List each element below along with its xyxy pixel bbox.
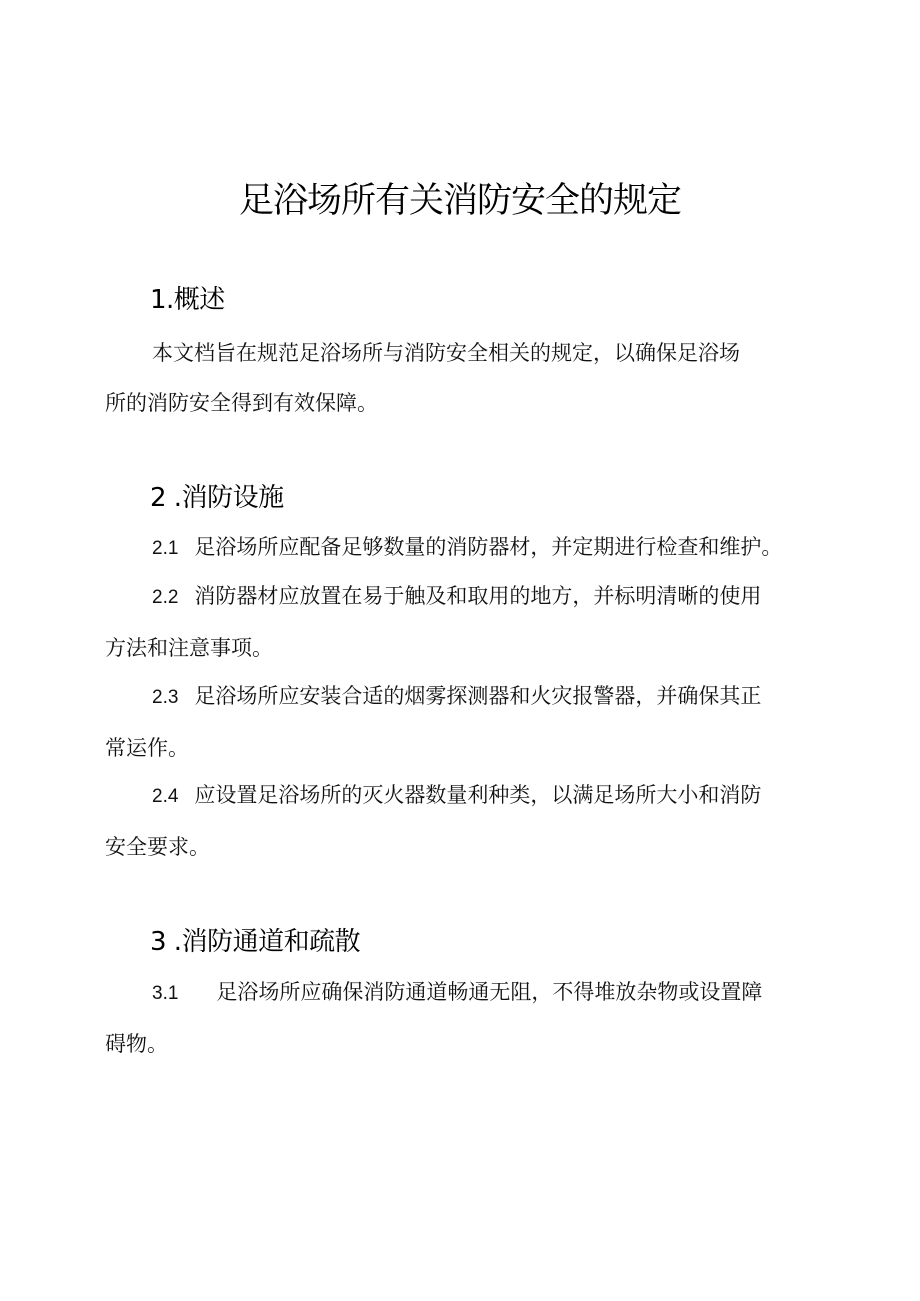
clause-2-3 (105, 671, 825, 773)
section-heading-evacuation: 3 .消防通道和疏散 (150, 927, 361, 957)
clause-number: 2.4 (152, 786, 179, 807)
clause-text: 应设置足浴场所的灭火器数量利种类，以满足场所大小和消防 (194, 783, 762, 807)
clause-3-1 (105, 967, 825, 1069)
section-heading-overview: 1.概述 (150, 285, 225, 315)
document-title: 足浴场所有关消防安全的规定 (238, 181, 681, 221)
paragraph-overview (105, 328, 825, 428)
clause-text: 足浴场所应安装合适的烟雾探测器和火灾报警器，并确保其正 (194, 684, 762, 708)
paragraph-line: 碍物。 (105, 1032, 168, 1056)
clause-number: 2.3 (152, 687, 179, 708)
clause-number: 3.1 (152, 983, 179, 1004)
paragraph-line: 常运作。 (105, 736, 189, 760)
paragraph-line (105, 522, 825, 574)
paragraph-line (105, 967, 825, 1019)
clause-text: 消防器材应放置在易于触及和取用的地方，并标明清晰的使用 (194, 584, 762, 608)
paragraph-line (105, 671, 825, 723)
clause-2-4 (105, 770, 825, 872)
paragraph-line: 所的消防安全得到有效保障。 (105, 391, 378, 415)
paragraph-line: 本文档旨在规范足浴场所与消防安全相关的规定，以确保足浴场 (152, 341, 740, 365)
paragraph-line: 方法和注意事项。 (105, 636, 273, 660)
clause-text: 足浴场所应确保消防通道畅通无阻，不得堆放杂物或设置障 (216, 980, 763, 1004)
paragraph-line (105, 770, 825, 822)
paragraph-line (105, 571, 825, 623)
section-heading-facilities: 2 .消防设施 (150, 483, 284, 513)
paragraph-line: 安全要求。 (105, 835, 210, 859)
clause-2-1 (105, 522, 825, 574)
clause-number: 2.1 (152, 538, 179, 559)
clause-text: 足浴场所应配备足够数量的消防器材，并定期进行检查和维护。 (194, 535, 783, 559)
clause-2-2 (105, 571, 825, 673)
clause-number: 2.2 (152, 587, 179, 608)
